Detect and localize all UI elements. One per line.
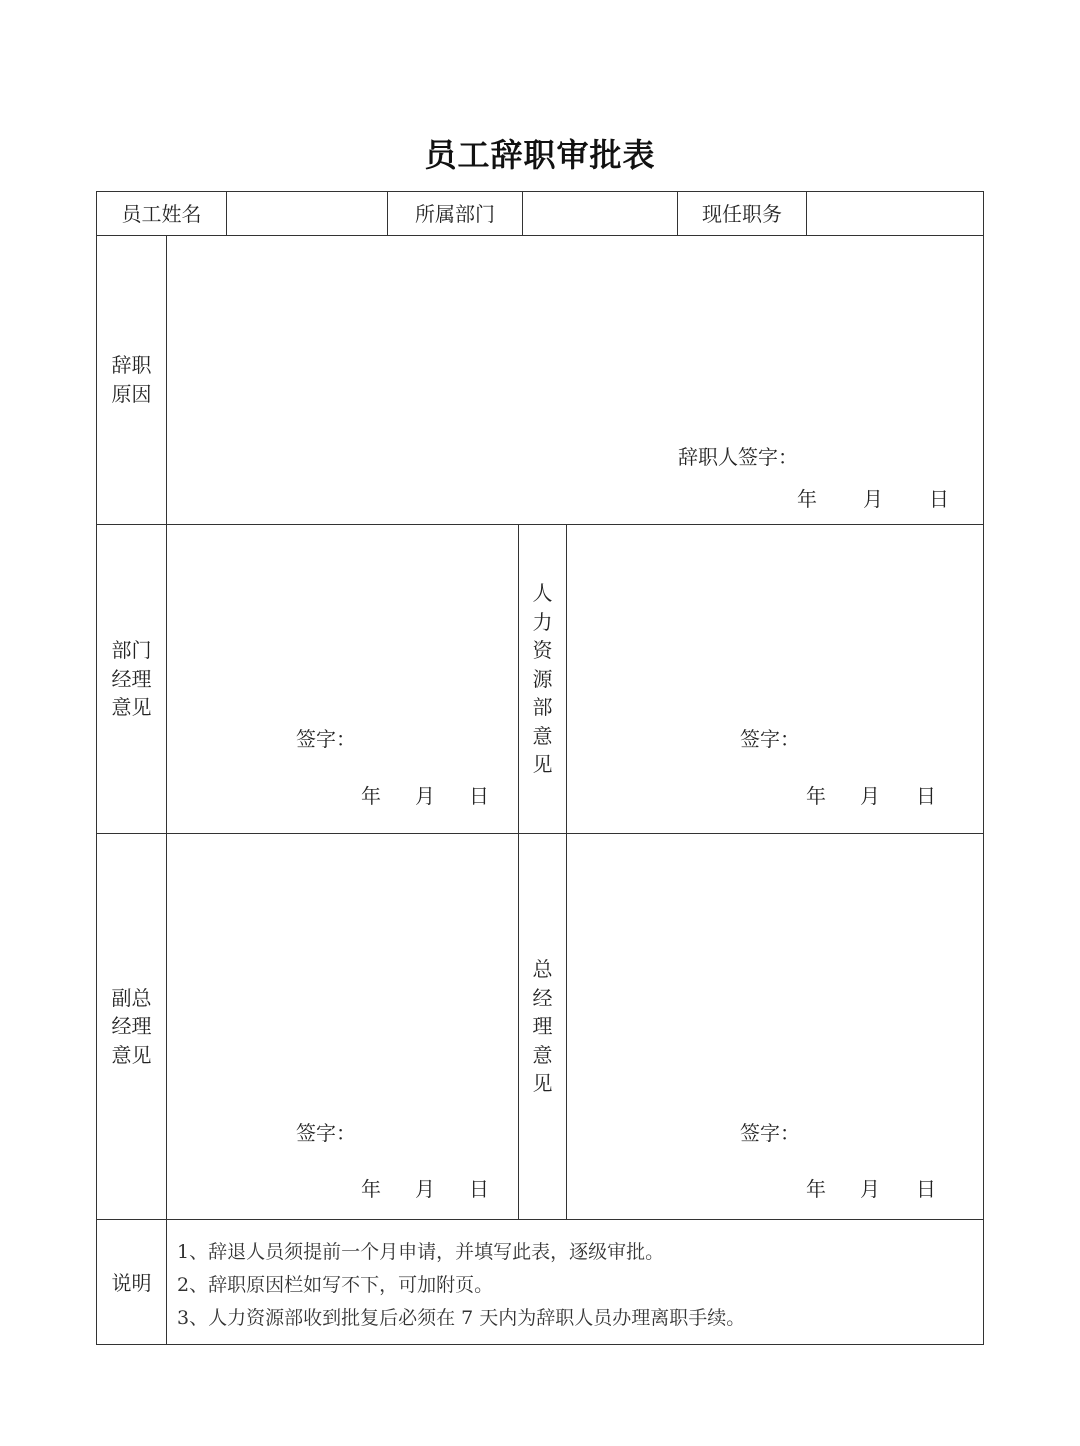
reason-field[interactable] — [167, 236, 983, 524]
resigner-signature-label: 辞职人签字： — [678, 445, 798, 469]
hr-signature-label: 签字： — [740, 727, 800, 751]
hr-label-char: 见 — [532, 752, 553, 777]
dept-manager-date — [361, 780, 489, 809]
employee-name-field[interactable] — [227, 192, 387, 235]
dept-manager-label-line1: 部门 — [111, 638, 152, 663]
hr-label-char: 部 — [532, 695, 553, 720]
hr-date — [806, 780, 936, 809]
vice-gm-label-line2: 经理 — [111, 1014, 152, 1039]
form-title: 员工辞职审批表 — [424, 136, 656, 174]
date-year: 年 — [797, 487, 817, 511]
date-day: 日 — [469, 784, 489, 808]
employee-name-label: 员工姓名 — [121, 201, 202, 226]
reason-label-line2: 原因 — [111, 382, 152, 406]
date-month: 月 — [415, 784, 435, 808]
hr-label-char: 资 — [532, 638, 553, 663]
note-item-2: 2、辞职原因栏如写不下，可加附页。 — [177, 1274, 494, 1296]
gm-label-char: 意 — [532, 1042, 553, 1067]
date-month: 月 — [863, 487, 883, 511]
vice-gm-label-line3: 意见 — [111, 1042, 152, 1067]
note-item-1: 1、辞退人员须提前一个月申请，并填写此表，逐级审批。 — [177, 1241, 665, 1263]
hr-label-char: 意 — [532, 723, 553, 748]
general-manager-opinion-field[interactable] — [567, 834, 983, 1219]
resignation-approval-form — [96, 191, 984, 1345]
date-year: 年 — [806, 784, 826, 808]
date-year: 年 — [361, 1177, 381, 1201]
department-field[interactable] — [523, 192, 677, 235]
dept-manager-signature-label: 签字： — [296, 727, 356, 751]
date-month: 月 — [860, 784, 880, 808]
hr-label-char: 人 — [532, 581, 553, 606]
vice-gm-label-line1: 副总 — [111, 985, 152, 1010]
reason-label-line1: 辞职 — [111, 353, 152, 377]
reason-label — [97, 236, 166, 524]
gm-label-char: 经 — [532, 985, 553, 1010]
gm-label-char: 见 — [532, 1071, 553, 1096]
hr-department-label — [519, 525, 566, 833]
gm-label-char: 总 — [532, 957, 553, 982]
date-day: 日 — [916, 1177, 936, 1201]
date-day: 日 — [929, 487, 949, 511]
vice-gm-opinion-field[interactable] — [167, 834, 518, 1219]
vice-gm-date — [361, 1173, 489, 1202]
date-year: 年 — [806, 1177, 826, 1201]
hr-label-char: 源 — [532, 666, 553, 691]
gm-label-char: 理 — [532, 1014, 553, 1039]
date-day: 日 — [916, 784, 936, 808]
gm-signature-label: 签字： — [740, 1121, 800, 1145]
general-manager-label — [519, 834, 566, 1219]
dept-manager-label-line3: 意见 — [111, 695, 152, 720]
date-year: 年 — [361, 784, 381, 808]
position-label: 现任职务 — [702, 201, 782, 226]
dept-manager-label — [97, 525, 166, 833]
position-field[interactable] — [807, 192, 983, 235]
hr-label-char: 力 — [532, 609, 553, 634]
date-month: 月 — [860, 1177, 880, 1201]
date-month: 月 — [415, 1177, 435, 1201]
date-day: 日 — [469, 1177, 489, 1201]
note-item-3: 3、人力资源部收到批复后必须在 7 天内为辞职人员办理离职手续。 — [177, 1307, 746, 1329]
department-label: 所属部门 — [415, 201, 495, 226]
gm-date — [806, 1173, 936, 1202]
row-divider-vice — [97, 1219, 983, 1220]
vice-gm-label — [97, 834, 166, 1219]
vice-gm-signature-label: 签字： — [296, 1121, 356, 1145]
dept-manager-label-line2: 经理 — [111, 666, 152, 691]
notes-label: 说明 — [111, 1270, 152, 1295]
reason-date — [797, 483, 949, 512]
